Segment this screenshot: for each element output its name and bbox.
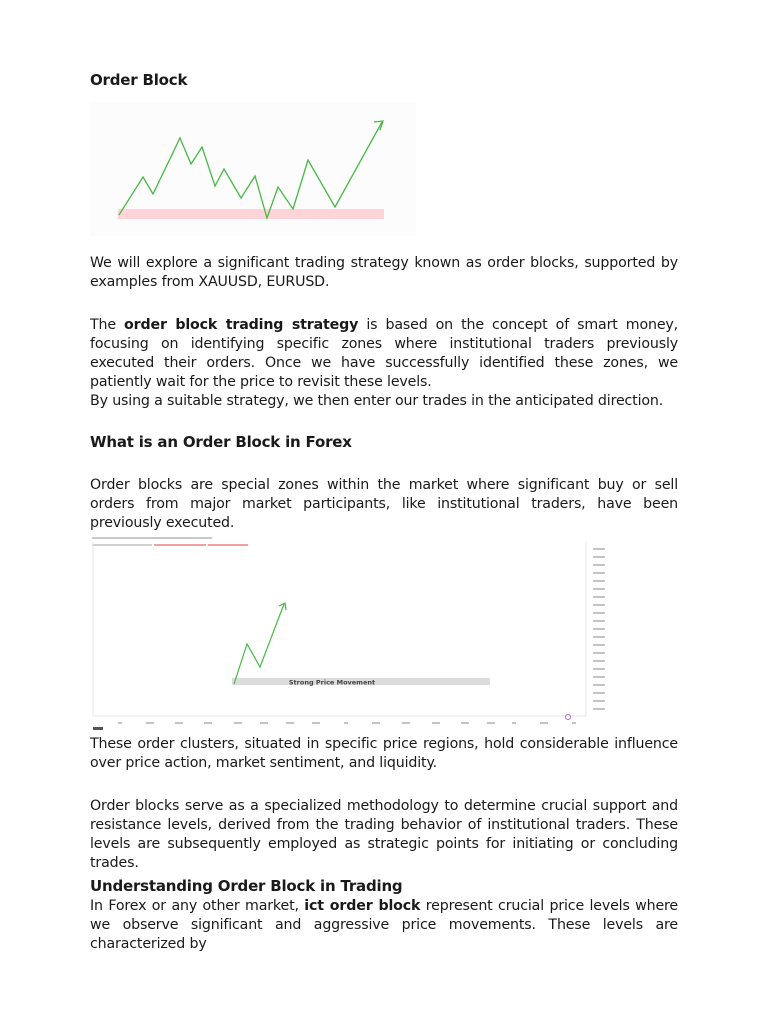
price-chart xyxy=(90,534,614,732)
tradingview-logo-icon xyxy=(93,727,103,730)
strong-price-movement-label: Strong Price Movement xyxy=(288,678,376,687)
price-move-line xyxy=(234,604,284,684)
strategy-text-line2: By using a suitable strategy, we then enter our trades in the anticipated direction. xyxy=(90,393,664,409)
strategy-term: order block trading strategy xyxy=(124,317,359,333)
chart-header-line xyxy=(92,537,212,539)
price-line xyxy=(119,122,382,218)
strategy-text-pre: The xyxy=(90,317,125,333)
time-axis-ticks xyxy=(118,722,576,724)
chart-symbol-line xyxy=(92,544,152,546)
chart-change-line xyxy=(208,544,248,546)
methodology-paragraph: Order blocks serve as a specialized methodology to determine crucial support and resistance levels, derived from the trading behavior of institutional traders. These levels are subsequently employed as strategic points for initiating or concluding trades. xyxy=(90,798,678,871)
clusters-paragraph: These order clusters, situated in specific price regions, hold considerable influence over price action, market sentiment, and liquidity. xyxy=(90,736,678,771)
heading-order-block: Order Block xyxy=(90,71,188,89)
heading-what-is-order-block: What is an Order Block in Forex xyxy=(90,433,352,451)
chart-ohlc-line xyxy=(154,544,206,546)
price-chart-screenshot xyxy=(90,534,614,732)
definition-paragraph: Order blocks are special zones within the market where significant buy or sell orders from major market participants, like institutional traders, have been previously executed. xyxy=(90,477,678,531)
price-scale-ticks xyxy=(593,548,605,710)
ict-text-pre: In Forex or any other market, xyxy=(90,898,305,914)
strategy-paragraph xyxy=(90,316,678,411)
order-block-illustration xyxy=(90,102,416,236)
ict-term: ict order block xyxy=(304,898,421,914)
chart-settings-icon[interactable] xyxy=(566,715,571,720)
strategy-text-post: is based on the concept of smart money, focusing on identifying specific zones where institutional traders previously executed their orders. Once we have successfully identified these zones, we patiently wait for the price to revisit these levels. xyxy=(90,317,679,390)
intro-paragraph: We will explore a significant trading strategy known as order blocks, supported by examples from XAUUSD, EURUSD. xyxy=(90,255,678,290)
order-block-zone xyxy=(118,209,384,219)
heading-understanding-order-block: Understanding Order Block in Trading xyxy=(90,877,403,895)
zigzag-chart xyxy=(90,102,416,236)
ict-order-block-paragraph xyxy=(90,897,678,954)
ict-text-post: represent crucial price levels where we observe significant and aggressive price movements. These levels are characterized by xyxy=(90,898,678,952)
